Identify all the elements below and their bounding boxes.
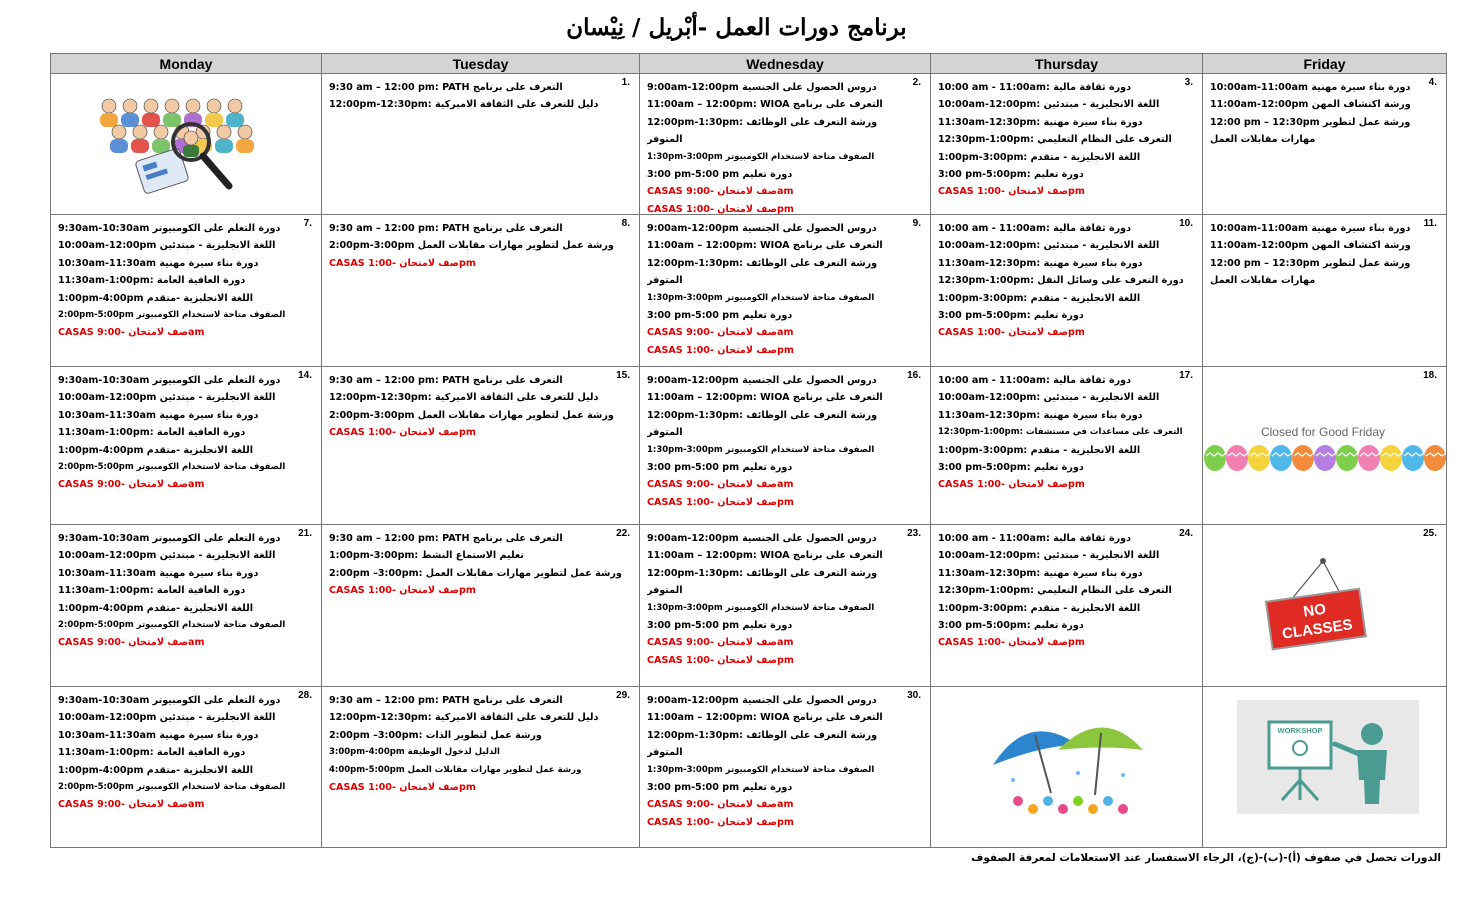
casas-exam-line: CASAS صف لامتحان -1:00pm: [938, 327, 1085, 339]
day-cell-tuesday: [322, 74, 640, 215]
event-line: مهارات مقابلات العمل: [1210, 134, 1316, 146]
event-line: 9:00am-12:00pm دروس الحصول على الجنسية: [647, 695, 877, 706]
event-line: 1:00pm-4:00pm اللغة الانجليزية -متقدم: [58, 602, 253, 614]
event-line: 12:30pm-1:00pm: التعرف على النظام التعليمي: [938, 134, 1172, 146]
people-search-icon: [99, 94, 259, 194]
svg-text:WORKSHOP: WORKSHOP: [1277, 726, 1323, 735]
event-list: [938, 530, 1186, 652]
day-number: 2.: [912, 77, 921, 88]
event-line: 10:30am-11:30am دورة بناء سيرة مهنية: [58, 729, 259, 741]
event-line: 2:00pm-5:00pm الصفوف متاحة لاستخدام الكومبيوتر: [58, 462, 286, 473]
day-number: 4.: [1428, 77, 1437, 88]
event-line: 2:00pm –3:00pm: ورشة عمل لتطوير الذات: [329, 729, 542, 741]
event-list: [329, 692, 623, 796]
event-line: 12:00pm-12:30pm: دليل للتعرف على الثقافة الاميركية: [329, 712, 599, 724]
day-number: 17.: [1179, 370, 1193, 381]
casas-exam-line: CASAS صف لامتحان -1:00pm: [647, 203, 794, 215]
day-cell-monday: [51, 215, 322, 367]
day-cell-wednesday: [640, 687, 931, 848]
event-line: 2:00pm-3:00pm ورشة عمل لتطوير مهارات مقابلات العمل: [329, 409, 614, 421]
good-friday-text: Closed for Good Friday: [1260, 425, 1386, 439]
event-line: 11:30am-12:30pm: دورة بناء سيرة مهنية: [938, 567, 1143, 579]
event-line: 11:30am-12:30pm: دورة بناء سيرة مهنية: [938, 257, 1143, 269]
event-line: 12:30pm-1:00pm: التعرف على النظام التعليمي: [938, 585, 1172, 597]
event-line: 3:00 pm-5:00 pm دورة تعليم: [647, 782, 793, 794]
casas-exam-line: CASAS صف لامتحان -9:00am: [647, 799, 794, 811]
event-line: 12:00pm-12:30pm: دليل للتعرف على الثقافة الاميركية: [329, 392, 599, 404]
day-number: 25.: [1423, 528, 1437, 539]
event-line: 11:00am-12:00pm ورشة اكتشاف المهن: [1210, 240, 1411, 252]
event-line: 10:00am-12:00pm: اللغة الانجليزية - مبتدئين: [938, 99, 1160, 111]
event-line: 2:00pm –3:00pm: ورشة عمل لتطوير مهارات مقابلات العمل: [329, 567, 622, 579]
event-line: 10:00am-11:00am دورة بناء سيرة مهنية: [1210, 82, 1411, 93]
event-line: 3:00 pm-5:00 pm دورة تعليم: [647, 169, 793, 181]
event-line: 11:30am-12:30pm: دورة بناء سيرة مهنية: [938, 409, 1143, 421]
event-line: 10:00 am - 11:00am: دورة ثقافة مالية: [938, 223, 1132, 234]
event-list: [329, 530, 623, 600]
day-cell-friday: [1203, 367, 1447, 525]
week-row: [51, 367, 1447, 525]
event-list: [58, 530, 305, 652]
event-list: [647, 692, 914, 831]
event-line: 1:00pm-3:00pm: اللغة الانجليزية - متقدم: [938, 444, 1141, 456]
event-line: 1:30pm-3:00pm الصفوف متاحة لاستخدام الكومبيوتر: [647, 444, 875, 455]
event-line: 10:00 am - 11:00am: دورة ثقافة مالية: [938, 533, 1132, 544]
event-line: 10:30am-11:30am دورة بناء سيرة مهنية: [58, 257, 259, 269]
event-line: 1:30pm-3:00pm الصفوف متاحة لاستخدام الكومبيوتر: [647, 602, 875, 613]
event-line: 12:30pm-1:00pm: التعرف على مساعدات في مستشفات: [938, 427, 1183, 438]
event-list: [647, 79, 914, 215]
casas-exam-line: CASAS صف لامتحان -9:00am: [58, 479, 205, 491]
event-line: 11:00am – 12:00pm: WIOA التعرف على برنامج: [647, 99, 883, 111]
svg-text:CLASSES: CLASSES: [1281, 616, 1354, 643]
day-number: 18.: [1423, 370, 1437, 381]
casas-exam-line: CASAS صف لامتحان -9:00am: [647, 479, 794, 491]
event-line: 10:00am-12:00pm اللغة الانجليزية - مبتدئين: [58, 712, 276, 724]
day-number: 28.: [298, 690, 312, 701]
event-line: 11:30am-1:00pm: دورة العافية العامة: [58, 747, 246, 759]
event-line: 11:30am-1:00pm: دورة العافية العامة: [58, 427, 246, 439]
casas-exam-line: CASAS صف لامتحان -9:00am: [58, 637, 205, 649]
day-number: 8.: [621, 218, 630, 229]
event-line: 11:00am – 12:00pm: WIOA التعرف على برنامج: [647, 240, 883, 252]
event-list: [58, 372, 305, 494]
day-cell-wednesday: [640, 74, 931, 215]
day-cell-monday: [51, 367, 322, 525]
event-line: 11:00am – 12:00pm: WIOA التعرف على برنامج: [647, 392, 883, 404]
casas-exam-line: CASAS صف لامتحان -1:00pm: [938, 186, 1085, 198]
day-cell-friday: [1203, 687, 1447, 848]
day-number: 24.: [1179, 528, 1193, 539]
event-line: 10:00 am - 11:00am: دورة ثقافة مالية: [938, 82, 1132, 93]
event-list: [938, 372, 1186, 494]
day-number: 1.: [621, 77, 630, 88]
header-monday: Monday: [51, 54, 322, 74]
event-line: 9:30am-10:30am دورة التعلم على الكومبيوتر: [58, 695, 281, 706]
event-line: 10:00 am - 11:00am: دورة ثقافة مالية: [938, 375, 1132, 386]
header-tuesday: Tuesday: [322, 54, 640, 74]
event-line: 1:00pm-3:00pm: اللغة الانجليزية - متقدم: [938, 292, 1141, 304]
page-title: برنامج دورات العمل -أبْريل / نِيْسان: [566, 14, 907, 41]
casas-exam-line: CASAS صف لامتحان -1:00pm: [647, 816, 794, 828]
event-line: 2:00pm-5:00pm الصفوف متاحة لاستخدام الكومبيوتر: [58, 310, 286, 321]
event-line: 1:30pm-3:00pm الصفوف متاحة لاستخدام الكومبيوتر: [647, 292, 875, 303]
event-list: [938, 220, 1186, 342]
day-number: 16.: [907, 370, 921, 381]
day-number: 14.: [298, 370, 312, 381]
day-cell-wednesday: [640, 525, 931, 687]
event-line: 3:00 pm-5:00 pm دورة تعليم: [647, 462, 793, 474]
event-line: 9:30am-10:30am دورة التعلم على الكومبيوتر: [58, 375, 281, 386]
footnote: الدورات تحصل في صفوف (أ)-(ب)-(ج)، الرجاء الاستفسار عند الاستعلامات لمعرفة الصفوف: [971, 852, 1441, 864]
event-line: 1:00pm-3:00pm: اللغة الانجليزية - متقدم: [938, 151, 1141, 163]
easter-eggs-icon: [1203, 422, 1447, 472]
weekday-header-row: [51, 54, 1447, 74]
event-line: 9:30 am – 12:00 pm: PATH التعرف على برنامج: [329, 223, 563, 234]
day-cell-thursday: [931, 525, 1203, 687]
no-classes-sign-icon: [1261, 555, 1371, 655]
event-line: 12:00pm-1:30pm: ورشة التعرف على الوظائف: [647, 729, 878, 741]
event-line: 12:00pm-1:30pm: ورشة التعرف على الوظائف: [647, 257, 878, 269]
event-line: 2:00pm-5:00pm الصفوف متاحة لاستخدام الكومبيوتر: [58, 620, 286, 631]
event-line: 1:00pm-4:00pm اللغة الانجليزية -متقدم: [58, 444, 253, 456]
event-list: [647, 372, 914, 511]
event-line: 11:00am-12:00pm ورشة اكتشاف المهن: [1210, 99, 1411, 111]
event-list: [1210, 220, 1430, 290]
event-line: 2:00pm-5:00pm الصفوف متاحة لاستخدام الكومبيوتر: [58, 782, 286, 793]
event-line: 12:30pm-1:00pm: دورة التعرف على وسائل النقل: [938, 275, 1184, 287]
event-line: 12:00pm-12:30pm: دليل للتعرف على الثقافة الاميركية: [329, 99, 599, 111]
event-list: [1210, 79, 1430, 149]
event-line: 2:00pm-3:00pm ورشة عمل لتطوير مهارات مقابلات العمل: [329, 240, 614, 252]
event-list: [58, 220, 305, 342]
casas-exam-line: CASAS صف لامتحان -1:00pm: [938, 637, 1085, 649]
event-list: [938, 79, 1186, 201]
day-cell-thursday: [931, 74, 1203, 215]
event-line: 1:00pm-4:00pm اللغة الانجليزية -متقدم: [58, 764, 253, 776]
casas-exam-line: CASAS صف لامتحان -1:00pm: [938, 479, 1085, 491]
event-line: 12:00pm-1:30pm: ورشة التعرف على الوظائف: [647, 409, 878, 421]
week-row: [51, 687, 1447, 848]
event-line: 9:00am-12:00pm دروس الحصول على الجنسية: [647, 533, 877, 544]
workshop-presenter-icon: [1237, 700, 1419, 814]
day-cell-tuesday: [322, 525, 640, 687]
event-line: 11:00am – 12:00pm: WIOA التعرف على برنامج: [647, 550, 883, 562]
event-line: 11:30am-1:00pm: دورة العافية العامة: [58, 275, 246, 287]
event-line: المتوفر: [647, 275, 683, 287]
event-list: [329, 220, 623, 272]
event-line: 9:30 am – 12:00 pm: PATH التعرف على برنامج: [329, 695, 563, 706]
event-line: 9:30am-10:30am دورة التعلم على الكومبيوتر: [58, 533, 281, 544]
umbrellas-flowers-icon: [983, 705, 1153, 820]
casas-exam-line: CASAS صف لامتحان -1:00pm: [329, 782, 476, 794]
day-number: 9.: [912, 218, 921, 229]
event-line: 10:30am-11:30am دورة بناء سيرة مهنية: [58, 567, 259, 579]
event-line: 3:00 pm-5:00pm: دورة تعليم: [938, 462, 1084, 474]
event-line: 10:30am-11:30am دورة بناء سيرة مهنية: [58, 409, 259, 421]
day-number: 23.: [907, 528, 921, 539]
event-line: 1:00pm-3:00pm: اللغة الانجليزية - متقدم: [938, 602, 1141, 614]
event-line: 11:30am-1:00pm: دورة العافية العامة: [58, 585, 246, 597]
event-line: 4:00pm-5:00pm ورشة عمل لتطوير مهارات مقابلات العمل: [329, 764, 582, 775]
day-cell-monday: [51, 687, 322, 848]
day-cell-friday: [1203, 525, 1447, 687]
svg-text:NO: NO: [1302, 600, 1328, 621]
day-cell-tuesday: [322, 367, 640, 525]
event-line: 9:00am-12:00pm دروس الحصول على الجنسية: [647, 375, 877, 386]
event-line: 10:00am-12:00pm اللغة الانجليزية - مبتدئين: [58, 550, 276, 562]
week-row: [51, 215, 1447, 367]
header-wednesday: Wednesday: [640, 54, 931, 74]
day-number: 15.: [616, 370, 630, 381]
event-line: 12:00 pm – 12:30pm ورشة عمل لتطوير: [1210, 257, 1411, 269]
event-line: 10:00am-12:00pm اللغة الانجليزية - مبتدئين: [58, 392, 276, 404]
event-line: 10:00am-12:00pm: اللغة الانجليزية - مبتدئين: [938, 240, 1160, 252]
day-cell-friday: [1203, 74, 1447, 215]
event-line: المتوفر: [647, 134, 683, 146]
event-line: 9:30 am – 12:00 pm: PATH التعرف على برنامج: [329, 82, 563, 93]
event-line: 9:30 am – 12:00 pm: PATH التعرف على برنامج: [329, 375, 563, 386]
event-line: 3:00 pm-5:00pm: دورة تعليم: [938, 310, 1084, 322]
event-line: 1:30pm-3:00pm الصفوف متاحة لاستخدام الكومبيوتر: [647, 151, 875, 162]
casas-exam-line: CASAS صف لامتحان -9:00am: [647, 637, 794, 649]
event-line: 3:00pm-4:00pm الدليل لدخول الوظيفة: [329, 747, 500, 758]
event-line: المتوفر: [647, 585, 683, 597]
casas-exam-line: CASAS صف لامتحان -1:00pm: [329, 427, 476, 439]
event-list: [647, 220, 914, 359]
event-line: 1:00pm-3:00pm: تعليم الاستماع النشط: [329, 550, 524, 562]
event-line: 9:00am-12:00pm دروس الحصول على الجنسية: [647, 82, 877, 93]
day-cell-friday: [1203, 215, 1447, 367]
event-line: 11:30am-12:30pm: دورة بناء سيرة مهنية: [938, 116, 1143, 128]
day-number: 30.: [907, 690, 921, 701]
day-cell-tuesday: [322, 215, 640, 367]
day-cell-monday: [51, 74, 322, 215]
event-line: 10:00am-12:00pm: اللغة الانجليزية - مبتدئين: [938, 550, 1160, 562]
casas-exam-line: CASAS صف لامتحان -9:00am: [58, 327, 205, 339]
day-cell-wednesday: [640, 367, 931, 525]
day-number: 22.: [616, 528, 630, 539]
day-cell-tuesday: [322, 687, 640, 848]
day-cell-monday: [51, 525, 322, 687]
casas-exam-line: CASAS صف لامتحان -1:00pm: [329, 585, 476, 597]
day-cell-thursday: [931, 367, 1203, 525]
event-line: 12:00pm-1:30pm: ورشة التعرف على الوظائف: [647, 567, 878, 579]
event-line: المتوفر: [647, 427, 683, 439]
week-row: [51, 74, 1447, 215]
casas-exam-line: CASAS صف لامتحان -1:00pm: [329, 257, 476, 269]
event-line: 1:30pm-3:00pm الصفوف متاحة لاستخدام الكومبيوتر: [647, 764, 875, 775]
event-line: 9:00am-12:00pm دروس الحصول على الجنسية: [647, 223, 877, 234]
day-number: 10.: [1179, 218, 1193, 229]
event-line: 12:00pm-1:30pm: ورشة التعرف على الوظائف: [647, 116, 878, 128]
casas-exam-line: CASAS صف لامتحان -9:00am: [58, 799, 205, 811]
casas-exam-line: CASAS صف لامتحان -1:00pm: [647, 496, 794, 508]
day-cell-wednesday: [640, 215, 931, 367]
event-line: 3:00 pm-5:00 pm دورة تعليم: [647, 310, 793, 322]
header-thursday: Thursday: [931, 54, 1203, 74]
header-friday: Friday: [1203, 54, 1447, 74]
event-list: [329, 79, 623, 114]
event-line: 12:00 pm – 12:30pm ورشة عمل لتطوير: [1210, 116, 1411, 128]
event-line: 1:00pm-4:00pm اللغة الانجليزية -متقدم: [58, 292, 253, 304]
event-line: 3:00 pm-5:00pm: دورة تعليم: [938, 620, 1084, 632]
event-line: 3:00 pm-5:00 pm دورة تعليم: [647, 620, 793, 632]
day-cell-thursday: [931, 687, 1203, 848]
schedule-table: [50, 53, 1447, 848]
casas-exam-line: CASAS صف لامتحان -9:00am: [647, 327, 794, 339]
event-list: [58, 692, 305, 814]
event-line: مهارات مقابلات العمل: [1210, 275, 1316, 287]
casas-exam-line: CASAS صف لامتحان -1:00pm: [647, 654, 794, 666]
event-line: 9:30 am – 12:00 pm: PATH التعرف على برنامج: [329, 533, 563, 544]
week-row: [51, 525, 1447, 687]
day-number: 29.: [616, 690, 630, 701]
event-line: 11:00am – 12:00pm: WIOA التعرف على برنامج: [647, 712, 883, 724]
event-line: 10:00am-12:00pm اللغة الانجليزية - مبتدئين: [58, 240, 276, 252]
day-number: 21.: [298, 528, 312, 539]
day-cell-thursday: [931, 215, 1203, 367]
event-list: [329, 372, 623, 442]
event-line: 10:00am-11:00am دورة بناء سيرة مهنية: [1210, 223, 1411, 234]
event-line: 10:00am-12:00pm: اللغة الانجليزية - مبتدئين: [938, 392, 1160, 404]
day-number: 11.: [1423, 218, 1437, 229]
event-list: [647, 530, 914, 669]
casas-exam-line: CASAS صف لامتحان -9:00am: [647, 186, 794, 198]
casas-exam-line: CASAS صف لامتحان -1:00pm: [647, 344, 794, 356]
day-number: 3.: [1184, 77, 1193, 88]
event-line: 9:30am-10:30am دورة التعلم على الكومبيوتر: [58, 223, 281, 234]
day-number: 7.: [303, 218, 312, 229]
event-line: المتوفر: [647, 747, 683, 759]
event-line: 3:00 pm-5:00pm: دورة تعليم: [938, 169, 1084, 181]
